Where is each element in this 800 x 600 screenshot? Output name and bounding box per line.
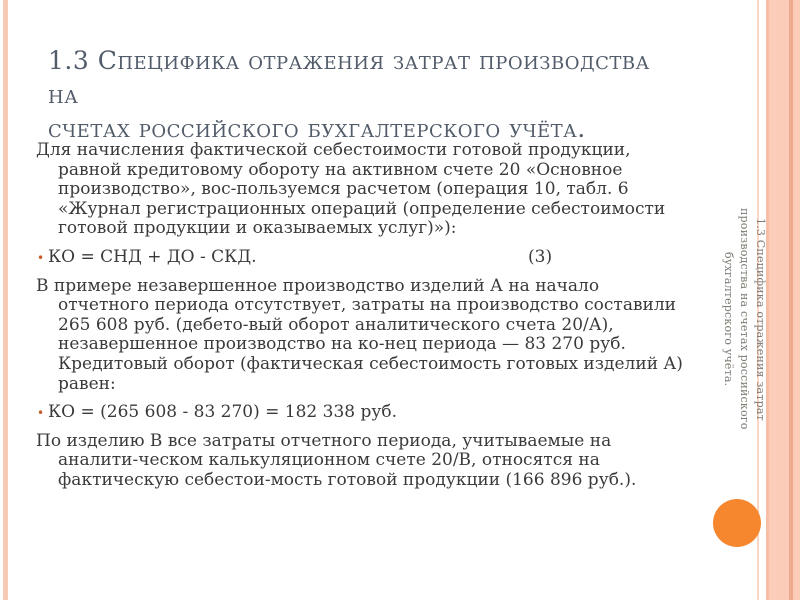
slide-body — [36, 141, 684, 500]
sidebar-title-line: 1.3 Специфика отражения затрат — [754, 217, 767, 421]
slide-title — [48, 44, 688, 146]
bullet-icon: • — [37, 406, 45, 421]
paragraph-example-b: По изделию В все затраты отчетного периода, учитываемые на аналити-ческом калькуляционном счете 20/В, относятся на фактическую себестои-мость готовой продукции (166 896 руб.). — [36, 430, 637, 490]
formula-text: КО = СНД + ДО - СКД. — [48, 246, 257, 267]
accent-circle — [713, 499, 761, 547]
left-border-stripe — [3, 0, 8, 600]
bullet-icon: • — [37, 250, 45, 265]
paragraph-intro: Для начисления фактической себестоимости готовой продукции, равной кредитовому обороту на активном счете 20 «Основное производство», вос-пользуемся расчетом (операция 10, табл. 6 «Журнал регистрационных операций (определение себестоимости готовой продукции и оказываемых услуг)»): — [36, 140, 666, 239]
formula-line-1 — [36, 248, 684, 268]
formula-text: КО = (265 608 - 83 270) = 182 338 руб. — [48, 402, 398, 423]
slide-title-line: счетах российского бухгалтерского учёта. — [48, 114, 586, 143]
sidebar-title-line: производства на счетах российского — [738, 208, 751, 430]
formula-line-2 — [36, 403, 684, 423]
sidebar-title-line: бухгалтерского учёта. — [722, 251, 735, 387]
sidebar-vertical-title — [720, 203, 768, 435]
right-stripe-band — [769, 0, 800, 600]
paragraph-example-a: В примере незавершенное производство изделий А на начало отчетного периода отсутствует, затраты на производство составили 265 608 руб. (дебето-вый оборот аналитического счета 20/А), незавершенное производство на ко-нец периода — 83 270 руб. Кредитовый оборот (фактическая себестоимость готовых изделий А) равен: — [36, 275, 683, 394]
slide-title-line: 1.3 Специфика отражения затрат производства на — [48, 46, 650, 109]
right-stripe-dark-line — [789, 0, 793, 600]
equation-number: (3) — [528, 246, 553, 267]
